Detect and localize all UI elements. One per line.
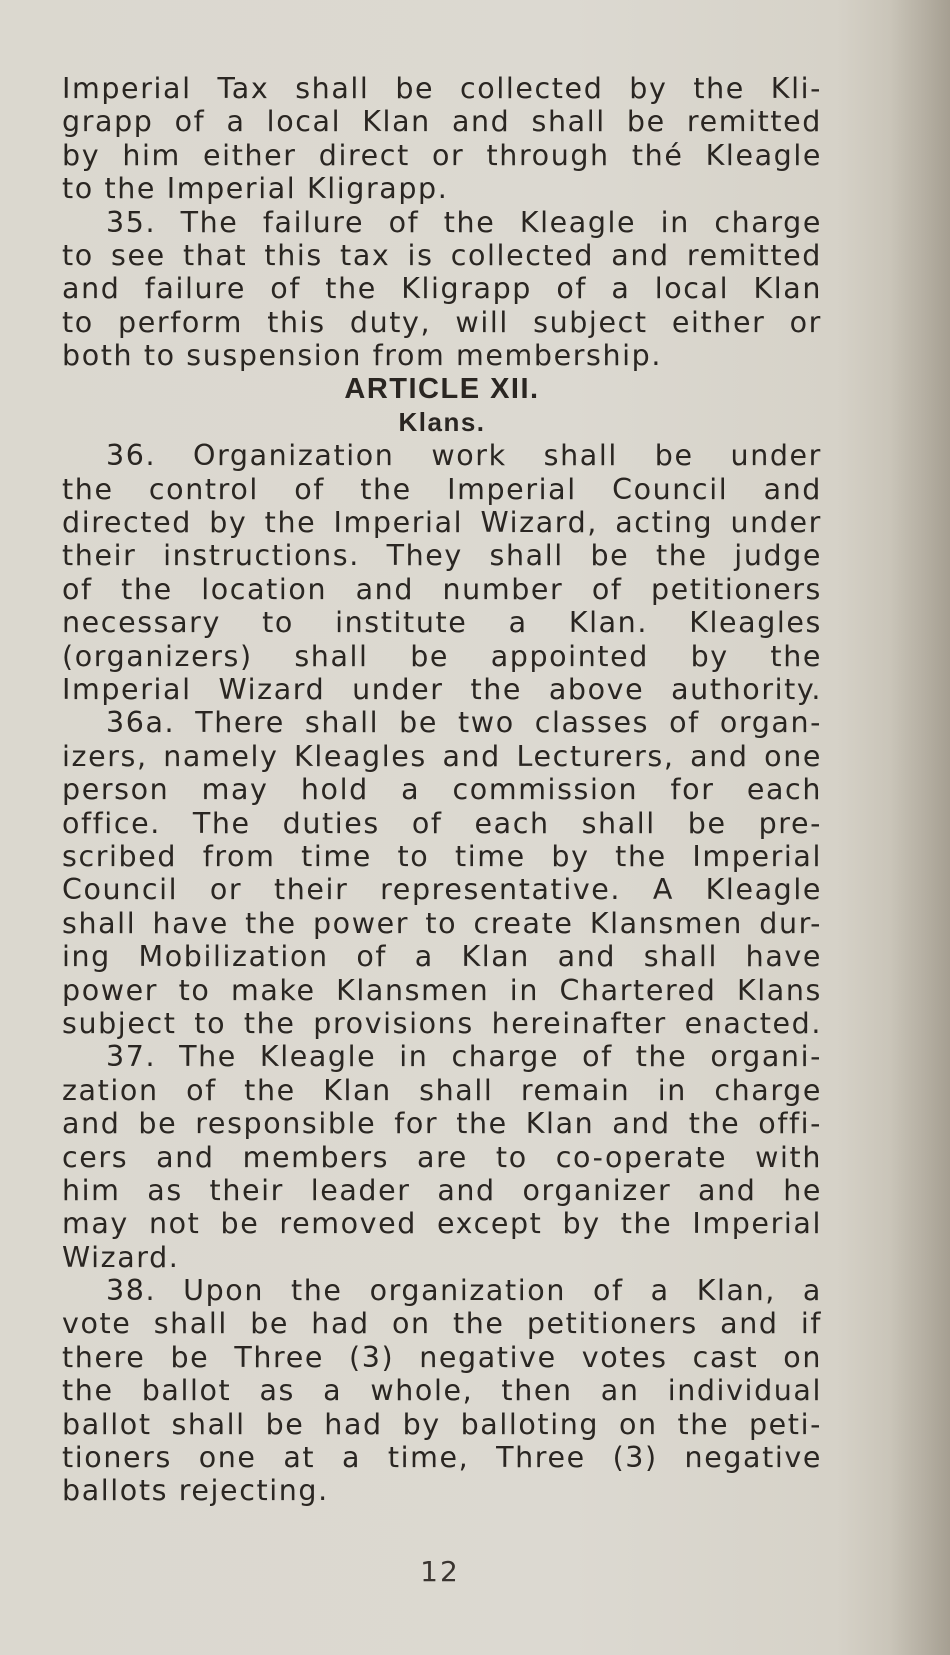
text-line: Wizard. [62,1240,180,1274]
section-38-first-line: 38. Upon the organization of a Klan, a [106,1274,822,1308]
text-line: directed by the Imperial Wizard, acting under [62,506,822,540]
text-line: of the location and number of petitioners [62,572,822,606]
article-heading: ARTICLE XII. [344,372,540,405]
text-line: to see that this tax is collected and remitted [62,238,822,272]
text-line: necessary to institute a Klan. Kleagles [62,606,822,640]
text-line: the control of the Imperial Council and [62,472,822,506]
text-line: Imperial Wizard under the above authority. [62,673,822,707]
section-36a-first-line: 36a. There shall be two classes of organ- [106,706,822,740]
section-37-first-line: 37. The Kleagle in charge of the organi- [106,1040,822,1074]
text-line: may not be removed except by the Imperial [62,1207,822,1241]
page-spine-shadow [890,0,950,1655]
text-line: to perform this duty, will subject either or [62,305,822,339]
text-line: izers, namely Kleagles and Lecturers, and one [62,739,822,773]
text-line: cers and members are to co-operate with [62,1140,822,1174]
body-text [62,72,822,1508]
text-line: the ballot as a whole, then an individual [62,1374,822,1408]
text-line: person may hold a commission for each [62,773,822,807]
section-35-first-line: 35. The failure of the Kleagle in charge [106,205,822,239]
text-line: ing Mobilization of a Klan and shall have [62,940,822,974]
text-line: vote shall be had on the petitioners and if [62,1307,822,1341]
text-line: to the Imperial Kligrapp. [62,172,449,206]
text-line: (organizers) shall be appointed by the [62,639,822,673]
text-line: both to suspension from membership. [62,339,663,373]
text-line: by him either direct or through thé Kleagle [62,138,822,172]
text-line: shall have the power to create Klansmen dur- [62,906,822,940]
text-line: tioners one at a time, Three (3) negative [62,1441,822,1475]
text-line: ballots rejecting. [62,1474,329,1508]
text-line: scribed from time to time by the Imperial [62,839,822,873]
page-number: 12 [420,1555,460,1588]
text-line: Council or their representative. A Kleagle [62,873,822,907]
text-line: him as their leader and organizer and he [62,1173,822,1207]
text-line: and be responsible for the Klan and the offi- [62,1107,822,1141]
text-line: power to make Klansmen in Chartered Klans [62,973,822,1007]
text-line: and failure of the Kligrapp of a local Klan [62,272,822,306]
article-subheading: Klans. [398,406,486,437]
text-line: ballot shall be had by balloting on the peti- [62,1407,822,1441]
text-line: there be Three (3) negative votes cast on [62,1340,822,1374]
text-line: grapp of a local Klan and shall be remitted [62,105,822,139]
text-line: office. The duties of each shall be pre- [62,806,822,840]
text-line: Imperial Tax shall be collected by the Kli- [62,72,822,105]
text-line: their instructions. They shall be the judge [62,539,822,573]
text-line: subject to the provisions hereinafter enacted. [62,1006,822,1040]
section-36-first-line: 36. Organization work shall be under [106,439,822,473]
text-line: zation of the Klan shall remain in charge [62,1073,822,1107]
